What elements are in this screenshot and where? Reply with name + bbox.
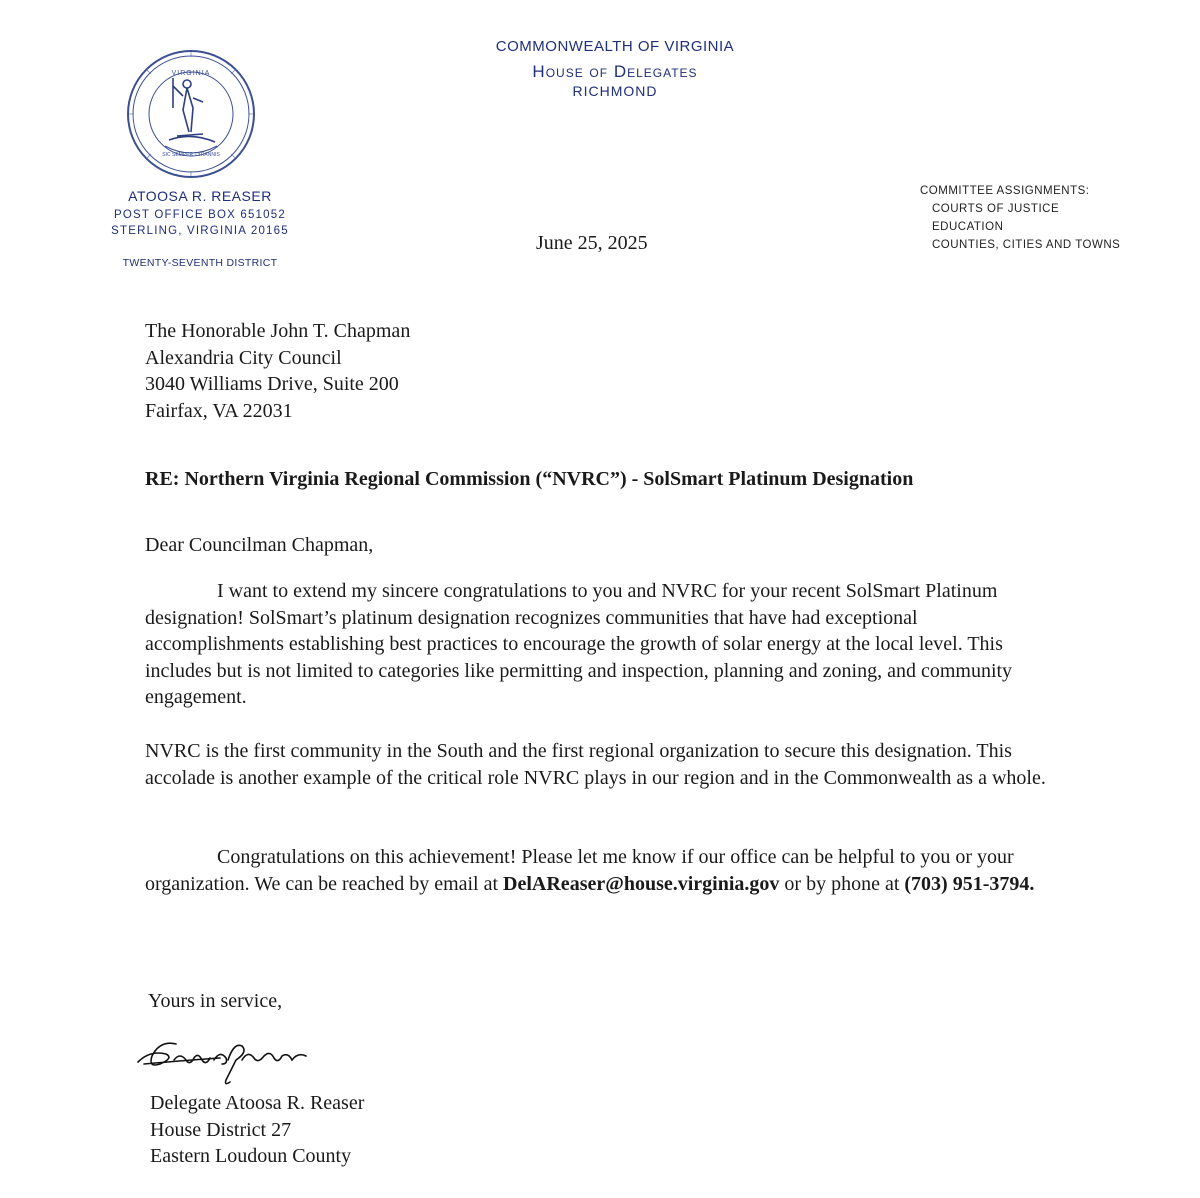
signatory-name: Delegate Atoosa R. Reaser [150,1092,365,1114]
body-paragraph [145,844,1060,897]
contact-phone: (703) 951-3794. [904,872,1035,895]
paragraph-text: I want to extend my sincere congratulations to you and NVRC for your recent SolSmart Platinum designation! SolSmart’s platinum designation recognizes communities that have had exceptional accomplishments establishing best practices to encourage the growth of solar energy at the local level. This includes but is not limited to categories like permitting and inspection, planning and zoning, and community engagement. [145,580,1013,708]
contact-email-link[interactable]: DelAReaser@house.virginia.gov [503,872,780,895]
commonwealth-line: COMMONWEALTH OF VIRGINIA [495,38,735,55]
body-paragraph [145,578,1060,711]
committee-item: COUNTIES, CITIES AND TOWNS [932,239,1121,251]
letter-date: June 25, 2025 [536,232,648,254]
richmond-line: RICHMOND [572,83,658,99]
sender-name: ATOOSA R. REASER [128,188,272,204]
sender-district: TWENTY-SEVENTH DISTRICT [122,257,278,269]
house-of-delegates-line: House of Delegates [532,62,698,81]
subject-line: RE: Northern Virginia Regional Commission (“NVRC”) - SolSmart Platinum Designation [145,468,914,490]
paragraph-text: or by phone at [779,872,905,895]
recipient-address [145,318,410,424]
recipient-line: Fairfax, VA 22031 [145,399,293,422]
recipient-line: Alexandria City Council [145,346,342,369]
committee-assignments [920,182,1120,254]
recipient-line: The Honorable John T. Chapman [145,320,411,342]
virginia-seal-icon [125,48,257,180]
signature-block [150,1090,364,1170]
letterhead-header [430,38,800,99]
recipient-line: 3040 Williams Drive, Suite 200 [145,373,399,395]
paragraph-text: NVRC is the first community in the South and the first regional organization to secure this designation. This accolade is another example of the critical role NVRC plays in our region and in the Commonwealth as a whole. [145,740,1046,789]
paragraph-text: Congratulations on this achievement! Please let me know if our office can be helpful to you or your organization. We can be reached by email at [145,846,1014,895]
sender-address-line: POST OFFICE BOX 651052 [114,209,286,221]
sender-address [80,207,320,239]
body-paragraph [145,738,1060,791]
sender-block [80,188,320,269]
committee-item: COURTS OF JUSTICE [932,203,1060,215]
seal-text-motto: SIC SEMPER TYRANNIS [162,152,220,158]
committee-heading: COMMITTEE ASSIGNMENTS: [920,185,1090,197]
closing: Yours in service, [148,990,283,1012]
signatory-district: House District 27 [150,1118,292,1141]
committee-item: EDUCATION [932,221,1004,233]
signatory-region: Eastern Loudoun County [150,1145,352,1167]
seal-text-top: VIRGINIA [171,70,211,77]
salutation: Dear Councilman Chapman, [145,534,374,556]
sender-address-line: STERLING, VIRGINIA 20165 [111,225,289,237]
handwritten-signature [130,1030,340,1092]
